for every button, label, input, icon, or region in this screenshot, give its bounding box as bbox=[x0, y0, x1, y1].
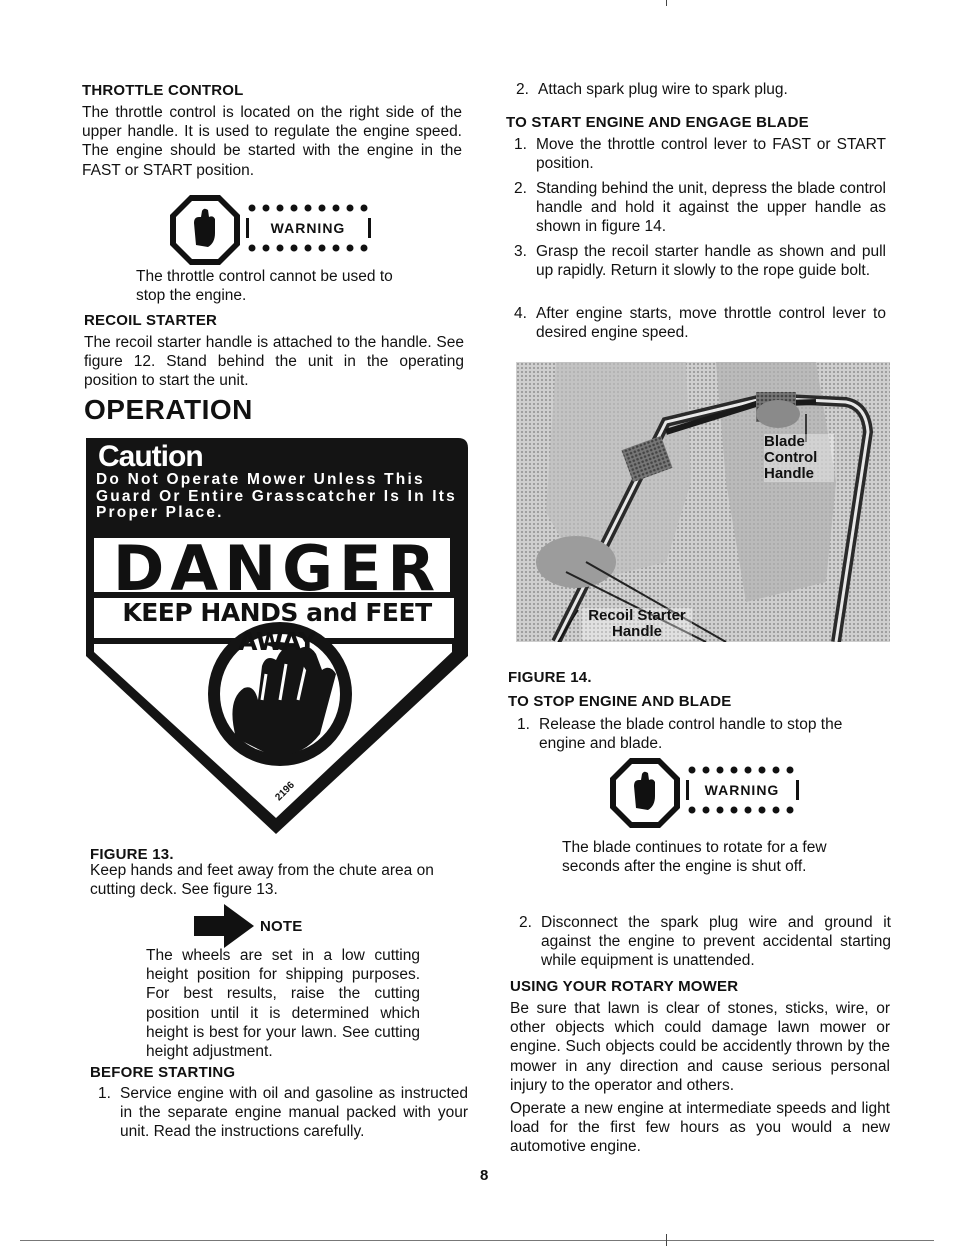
warning-label-2: WARNING bbox=[704, 782, 780, 798]
list-text: Release the blade control handle to stop the engine and blade. bbox=[539, 716, 843, 753]
operation-heading: OPERATION bbox=[84, 394, 253, 425]
safety-sign bbox=[86, 438, 468, 834]
throttle-body: The throttle control is located on the right side of the upper handle. It is used to regulate the engine speed. The engine should be started with the engine in the FAST or START position. bbox=[82, 104, 462, 179]
page-number: 8 bbox=[480, 1167, 489, 1184]
mower-handle-photo bbox=[516, 362, 890, 642]
label-blade-control-handle: Blade Control Handle bbox=[764, 434, 834, 482]
note-arrow-icon bbox=[194, 904, 256, 948]
note-text: The wheels are set in a low cutting height position for shipping purposes. For best results, raise the cutting position until it is determined which height is best for your lawn. See cutting height adjustment. bbox=[146, 947, 420, 1061]
rotary-body-2: Operate a new engine at intermediate speeds and light load for the first few hours as you would a new automotive engine. bbox=[510, 1100, 890, 1156]
list-text: Move the throttle control lever to FAST or START position. bbox=[536, 136, 886, 173]
bottom-tick bbox=[666, 1234, 667, 1246]
caution-title: Caution bbox=[98, 440, 203, 473]
heading-stop-engine: TO STOP ENGINE AND BLADE bbox=[508, 693, 732, 710]
heading-throttle-control: THROTTLE CONTROL bbox=[82, 82, 244, 99]
figure14-caption: FIGURE 14. bbox=[508, 669, 592, 686]
list-number: 4. bbox=[514, 305, 527, 322]
recoil-body: The recoil starter handle is attached to the handle. See figure 12. Stand behind the unit in the operating position to start the unit. bbox=[84, 334, 464, 390]
list-number: 1. bbox=[517, 716, 530, 733]
list-number: 1. bbox=[514, 136, 527, 153]
stop-hand-icon bbox=[168, 193, 242, 267]
list-number: 1. bbox=[98, 1085, 111, 1102]
rotary-body-1: Be sure that lawn is clear of stones, sticks, wire, or other objects which could damage lawn mower or engine. Such objects could be accidently thrown by the mower in any direction and cause serious personal injury to the operator and others. bbox=[510, 1000, 890, 1094]
list-text: Disconnect the spark plug wire and ground it against the engine to prevent accidental starting while equipment is unattended. bbox=[541, 914, 891, 970]
list-text: Service engine with oil and gasoline as instructed in the separate engine manual packed with your unit. Read the instructions carefully. bbox=[120, 1085, 468, 1141]
list-text: After engine starts, move throttle control lever to desired engine speed. bbox=[536, 305, 886, 342]
chute-text: Keep hands and feet away from the chute area on cutting deck. See figure 13. bbox=[90, 862, 434, 899]
heading-before-starting: BEFORE STARTING bbox=[90, 1064, 236, 1081]
caution-text: Do Not Operate Mower Unless This Guard Or Entire Grasscatcher Is In Its Proper Place. bbox=[96, 471, 457, 521]
danger-word: DANGER bbox=[112, 532, 442, 605]
list-number: 2. bbox=[519, 914, 532, 931]
list-text: Grasp the recoil starter handle as shown and pull up rapidly. Return it slowly to the rope guide bolt. bbox=[536, 243, 886, 280]
blade-warning-text: The blade continues to rotate for a few seconds after the engine is shut off. bbox=[562, 839, 827, 876]
heading-recoil-starter: RECOIL STARTER bbox=[84, 312, 218, 329]
list-number: 2. bbox=[516, 81, 529, 98]
keep-hands-text: KEEP HANDS and FEET AWAY bbox=[122, 598, 432, 656]
list-text: Standing behind the unit, depress the blade control handle and hold it against the upper handle as shown in figure 14. bbox=[536, 180, 886, 236]
note-label: NOTE bbox=[260, 918, 303, 935]
figure14-photo bbox=[516, 362, 890, 642]
heading-rotary-mower: USING YOUR ROTARY MOWER bbox=[510, 978, 739, 995]
sign-code: 2196 bbox=[273, 779, 297, 804]
throttle-warning-text: The throttle control cannot be used to stop the engine. bbox=[136, 268, 393, 305]
bottom-rule bbox=[20, 1240, 934, 1241]
label-recoil-starter-handle: Recoil Starter Handle bbox=[582, 608, 692, 640]
list-number: 2. bbox=[514, 180, 527, 197]
heading-start-engine: TO START ENGINE AND ENGAGE BLADE bbox=[506, 114, 809, 131]
list-text: Attach spark plug wire to spark plug. bbox=[538, 81, 788, 98]
figure13-caption: FIGURE 13. bbox=[90, 846, 174, 863]
warning-label-1: WARNING bbox=[270, 220, 346, 236]
top-tick bbox=[666, 0, 667, 6]
list-number: 3. bbox=[514, 243, 527, 260]
stop-hand-icon bbox=[608, 756, 682, 830]
